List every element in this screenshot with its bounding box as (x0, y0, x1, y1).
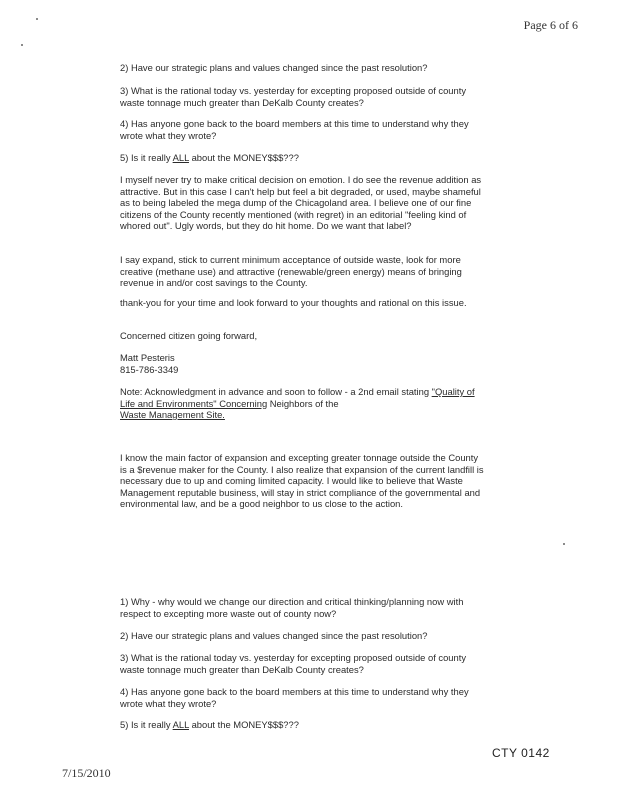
paragraph-text: 2) Have our strategic plans and values changed since the past resolution? (120, 62, 428, 73)
q5-underlined-all: ALL (172, 152, 189, 163)
note-underlined-quality: "Quality of Life and Environments" Concerning (120, 386, 475, 409)
question-2-bottom (120, 630, 485, 642)
factor-paragraph (120, 452, 485, 510)
paragraph-text: 3) What is the rational today vs. yesterday for excepting proposed outside of county waste tonnage much greater than DeKalb County creates? (120, 652, 467, 675)
question-3-top (120, 85, 485, 108)
paragraph-text: 2) Have our strategic plans and values changed since the past resolution? (120, 630, 428, 641)
note-paragraph (120, 386, 485, 421)
signature-name: Matt Pesteris (120, 352, 175, 363)
expand-paragraph (120, 254, 485, 289)
paragraph-text: 1) Why - why would we change our direction and critical thinking/planning now with respect to excepting more waste out of county now? (120, 596, 464, 619)
paragraph-text (120, 152, 485, 164)
paragraph-text: I know the main factor of expansion and excepting greater tonnage outside the County is a $revenue maker for the County. I also realize that expansion of the current landfill is necessary due to up and coming limited capacity. I would like to believe that Waste Management reputable business, will stay in strict compliance of the governmental and environmental law, and be a good neighbor to us close to the action. (120, 452, 484, 509)
question-2-top (120, 62, 485, 74)
emotion-paragraph (120, 174, 485, 232)
document-id: CTY 0142 (492, 746, 550, 760)
paragraph-text: thank-you for your time and look forward to your thoughts and rational on this issue. (120, 297, 467, 308)
signature-block (120, 352, 485, 375)
q5-suffix: about the MONEY$$$??? (188, 152, 299, 163)
note-middle: Neighbors of the (267, 397, 339, 409)
question-4-top (120, 118, 485, 141)
page-number: Page 6 of 6 (523, 18, 578, 32)
paragraph-text: I say expand, stick to current minimum acceptance of outside waste, look for more creative (methane use) and attractive (renewable/green energy) means of bringing revenue in and/or cost savings to the County. (120, 254, 462, 288)
thanks-paragraph (120, 297, 485, 309)
signature-phone: 815-786-3349 (120, 363, 179, 375)
question-5-top (120, 152, 485, 164)
scan-speck (21, 44, 23, 46)
note-underlined-site: Waste Management Site. (120, 409, 225, 420)
paragraph-text (120, 719, 485, 731)
closing-line (120, 330, 485, 342)
paragraph-text: 3) What is the rational today vs. yesterday for excepting proposed outside of county waste tonnage much greater than DeKalb County creates? (120, 85, 467, 108)
q5-prefix: 5) Is it really (120, 152, 173, 163)
paragraph-text: I myself never try to make critical decision on emotion. I do see the revenue addition as attractive. But in this case I can't help but feel a bit degraded, or used, maybe shameful as to being labeled the mega dump of the Chicagoland area. I believe one of our fine citizens of the County recently mentioned (with regret) in an editorial "feeling kind of whored out". Ugly words, but they do hit home. Do we want that label? (120, 174, 482, 231)
question-4-bottom (120, 686, 485, 709)
document-date: 7/15/2010 (62, 766, 111, 780)
paragraph-text: Concerned citizen going forward, (120, 330, 258, 341)
scan-speck (36, 18, 38, 20)
paragraph-text: 4) Has anyone gone back to the board members at this time to understand why they wrote what they wrote? (120, 118, 469, 141)
paragraph-text: 4) Has anyone gone back to the board members at this time to understand why they wrote what they wrote? (120, 686, 469, 709)
q5-prefix: 5) Is it really (120, 719, 173, 730)
q5-underlined-all: ALL (172, 719, 189, 730)
q5-suffix: about the MONEY$$$??? (188, 719, 299, 730)
question-3-bottom (120, 652, 485, 675)
question-1-bottom (120, 596, 485, 619)
paragraph-text (120, 386, 485, 421)
question-5-bottom (120, 719, 485, 731)
scan-speck (563, 543, 565, 545)
note-prefix: Note: Acknowledgment in advance and soon to follow - a 2nd email stating (120, 386, 432, 397)
